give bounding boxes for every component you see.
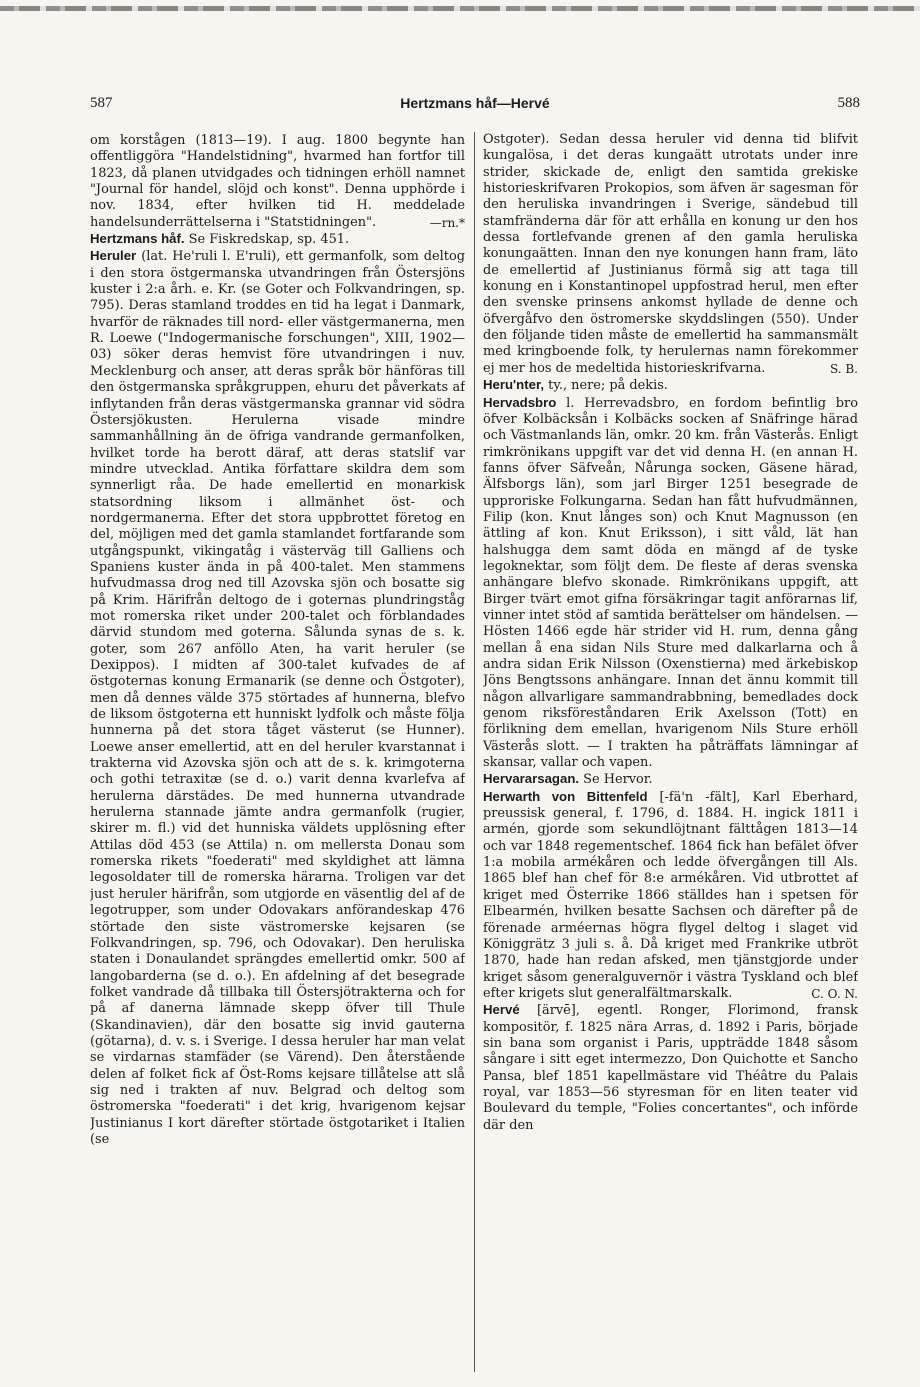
right-column xyxy=(483,132,858,1377)
headword: Hervé xyxy=(483,1002,520,1018)
entry-herunter: Heru'nter, ty., nere; på dekis. xyxy=(483,377,668,394)
page-header xyxy=(90,95,860,117)
left-page-number: 587 xyxy=(90,95,113,111)
headword: Hertzmans håf. xyxy=(90,231,185,247)
headword: Heruler xyxy=(90,248,137,264)
headword: Hervadsbro xyxy=(483,394,557,410)
scan-edge-artifact xyxy=(0,6,920,11)
running-title: Hertzmans håf—Hervé xyxy=(400,95,550,111)
entry-herve: Hervé [ärvē], egentl. Ronger, Florimond, fransk kompositör, f. 1825 nära Arras, d. 1892 i Paris, började sin bana som organist i Paris, uppträdde 1848 såsom sångare i sitt eget intermezzo, Don Quichotte et Sancho Pansa, blef 1851 kapellmästare vid Théâtre du Palais royal, var 1853—56 styresman för en liten teater vid Boulevard du temple, "Folies concertantes", och införde där den xyxy=(483,1002,858,1133)
headword: Hervararsagan. xyxy=(483,771,580,787)
headword: Heru'nter, xyxy=(483,377,545,393)
headword: Herwarth von Bittenfeld xyxy=(483,788,648,804)
entry-continuation: Östgoter). Sedan dessa heruler vid denna tid blifvit kungalösa, i det deras kungaätt utrotats under inre strider, skickade de, enligt den samtida grekiske historieskrifvaren Prokopios, som äfven är sagesman för den heruliska invandringen i Sverige, sändebud till stamfränderna där för att erhålla en konung ur den hos dessa fortlefvande grenen af den gamla heruliska konungaätten. Innan den nye konungen hann fram, läto de emellertid af Justinianus förmå sig att taga till konung en i Konstantinopel uppfostrad herul, men efter den svenske prinsens ankomst hyllade de denne och öfvergåfvo den östromerske skyddslingen (550). Under den följande tiden måste de emellertid ha sammansmält med kringboende folk, ty herulernas namn förekommer ej mer hos de medeltida historieskrifvarna. S. B. xyxy=(483,132,858,376)
entry-herwarth: Herwarth von Bittenfeld [-fä'n -fält], Karl Eberhard, preussisk general, f. 1796, d. 1884. H. ingick 1811 i armén, gjorde som sekundlöjtnant fälttågen 1813—14 och var 1848 regementschef. 1864 fick han befälet öfver 1:a mobila armékåren och ledde öfvergången till Als. 1865 blef han chef för 8:e armékåren. Vid utbrottet af kriget med Österrike 1866 ställdes han i spetsen för Elbearmén, hvilken besatte Sachsen och därefter på de förenade arméernas högra flygel deltog i slaget vid Königgrätz 3 juli s. å. Då kriget med Frankrike utbröt 1870, hade han redan afsked, men tjänstgjorde under kriget såsom generalguvernör i västra Tyskland och blef efter krigets slut generalfältmarskalk. C. O. N. xyxy=(483,788,858,1001)
entry-hervararsagan: Hervararsagan. Se Hervor. xyxy=(483,771,653,788)
left-column xyxy=(90,132,465,1377)
entry-signature: —rn.* xyxy=(429,215,465,230)
right-page-number: 588 xyxy=(837,95,860,111)
entry-hervadsbro: Hervadsbro l. Herrevadsbro, en fordom befintlig bro öfver Kolbäcksån i Kolbäcks socken af Snäfringe härad och Västmanlands län, omkr. 20 km. från Västerås. Enligt rimkrönikans uppgift var det vid denna H. (en annan H. fanns öfver Säfveån, Nårunga socken, Gäsene härad, Älfsborgs län), som jarl Birger 1251 besegrade de upproriske Folkungarna. Sedan han fått hufvudmännen, Filip (kon. Knut långes son) och Knut Magnusson (en ättling af kon. Knut Eriksson), i sitt våld, lät han halshugga dem samt döda en mängd af de tyske legoknektar, som följt dem. De fleste af deras svenska anhängare blefvo skonade. Rimkrönikans uppgift, att Birger tvärt emot gifna försäkringar tagit anförarnas lif, vinner intet stöd af samtida berättelser om händelsen. — Hösten 1466 egde här strider vid H. rum, denna gång mellan å ena sidan Nils Sture med dalkarlarna och å andra sidan Erik Nilsson (Oxenstierna) med ärkebiskop Jöns Bengtssons anhängare. Innan det ännu kommit till någon allvarligare sammandrabbning, bemedlades dock genom riksföreståndaren Erik Axelsson (Tott) en förlikning dem emellan, hvarigenom Nils Sture erhöll Västerås slott. — I trakten ha påträffats lämningar af skansar, vallar och vapen. xyxy=(483,394,858,771)
entry-continuation: om korstågen (1813—19). I aug. 1800 begynte han offentliggöra "Handelstidning", hvarmed han fortfor till 1823, då planen utvidgades och tidningen erhöll namnet "Journal för handel, slöjd och konst". Denna upphörde i nov. 1834, efter hvilken tid H. meddelade handelsunderrättelserna i "Statstidningen". —rn.* xyxy=(90,133,465,230)
entry-signature: C. O. N. xyxy=(811,986,858,1001)
entry-signature: S. B. xyxy=(829,361,858,376)
column-divider xyxy=(474,132,475,1372)
entry-hertzmans-haf: Hertzmans håf. Se Fiskredskap, sp. 451. xyxy=(90,231,350,248)
entry-heruler: Heruler (lat. He'ruli l. E'ruli), ett germanfolk, som deltog i den stora östgermanska utvandringen från Östersjöns kuster i 2:a årh. e. Kr. (se Goter och Folkvandringen, sp. 795). Deras stamland troddes en tid ha legat i Danmark, hvarför de räknades till nord- eller västgermanerna, men R. Loewe ("Indogermanische forschungen", XIII, 1902—03) söker deras hemvist före utvandringen i nuv. Mecklenburg och anser, att deras språk bör hänföras till den östgermanska språkgruppen, ehuru det påverkats af inflytanden från deras västgermanska grannar vid södra Östersjökusten. Herulerna visade mindre sammanhållning än de öfriga vandrande germanfolken, hvilket torde ha berott däraf, att deras statslif var mindre utvecklad. Antika författare skildra dem som synnerligt råa. De hade emellertid en monarkisk statsordning liksom i allmänhet öst- och nordgermanerna. Efter det stora uppbrottet företog en del, möjligen med det gamla stamlandet fortfarande som utgångspunkt, vikingatåg i västerväg till Galliens och Spaniens kuster ända in på 400-talet. Men stammens hufvudmassa drog ned till Azovska sjön och bosatte sig på Krim. Härifrån deltogo de i goternas plundringståg mot romerska riket under 200-talet och förblandades därvid stundom med goterna. Sålunda synas de s. k. goter, som 267 anföllo Aten, ha varit heruler (se Dexippos). I midten af 300-talet kufvades de af östgoternas konung Ermanarik (se denne och Östgoter), men då dennes välde 375 störtades af hunnerna, blefvo de liksom östgoterna ett hunniskt lydfolk och måste följa hunnerna på det stora tåget västerut (se Hunner). Loewe anser emellertid, att en del heruler kvarstannat i trakterna vid Azovska sjön och att de s. k. krimgoterna och gothi tetraxitæ (se d. o.) varit denna kvarlefva af herulerna därstädes. De med hunnerna utvandrade herulerna stannade jämte andra germanfolk (rugier, skirer m. fl.) vid det hunniska väldets upplösning efter Attilas död 453 (se Attila) n. om mellersta Donau som romerska rikets "foederati" med skyldighet att lämna legosoldater till de romerska härarna. Troligen var det just heruler härifrån, som utgjorde en väsentlig del af de legotrupper, som under Odovakars anförandeskap 476 störtade den siste västromerske kejsaren (se Folkvandringen, sp. 796, och Odovakar). Den heruliska staten i Donaulandet sprängdes emellertid omkr. 500 af langobarderna (se d. o.). En afdelning af det besegrade folket vandrade då tillbaka till Östersjötrakterna och for på af danerna lämnade skepp öfver till Thule (Skandinavien), där den bosatte sig invid gauterna (götarna), d. v. s. i Sverige. I dessa heruler har man velat se virdarnas stamfäder (se Värend). Den återstående delen af folket fick af Öst-Roms kejsare tillåtelse att slå sig ned i trakten af nuv. Belgrad och deltog som östromerska "foederati" i det krig, hvarigenom kejsar Justinianus I kort därefter störtade östgotariket i Italien (se xyxy=(90,248,465,1147)
